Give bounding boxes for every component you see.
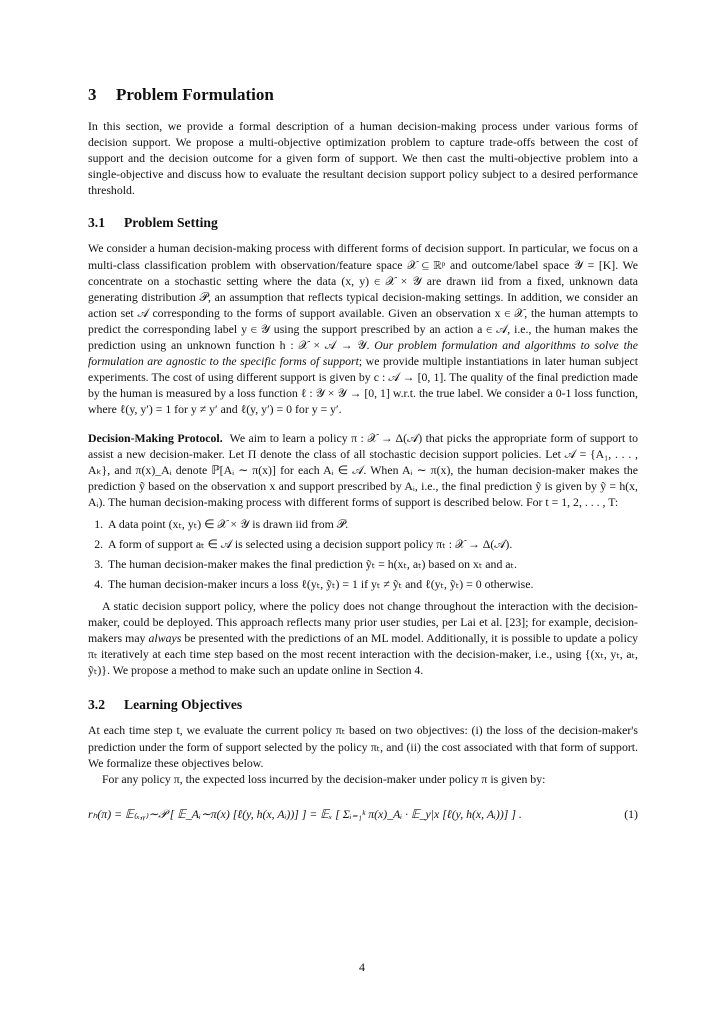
section-intro-paragraph: In this section, we provide a formal description of a human decision-making process under various forms of decision support. We propose a multi-objective optimization problem to capture trade-offs between the cost of support and the decision outcome for a given form of support. We then cast the multi-objective problem into a single-objective and discuss how to evaluate the resultant decision support policy subject to a desired performance threshold. [88, 119, 638, 198]
protocol-step: 1. A data point (xₜ, yₜ) ∈ 𝒳 × 𝒴 is drawn iid from 𝒫. [106, 514, 638, 534]
protocol-step: 2. A form of support aₜ ∈ 𝒜 is selected using a decision support policy πₜ : 𝒳 → Δ(𝒜). [106, 534, 638, 554]
section-heading [88, 84, 638, 106]
protocol-step: 3. The human decision-maker makes the final prediction ỹₜ = h(xₜ, aₜ) based on xₜ and aₜ. [106, 554, 638, 574]
section-title: Problem Formulation [116, 85, 274, 104]
equation-label: (1) [624, 806, 638, 821]
paper-page [88, 84, 638, 839]
static-policy-emphasis: always [148, 631, 182, 646]
page-number: 4 [359, 960, 365, 974]
subsection-number: 3.1 [88, 215, 105, 231]
subsection-heading-learning-objectives [88, 696, 638, 714]
problem-setting-text-end: ; we provide multiple instantiations in later human subject experiments. The cost of using different support is given by c : 𝒜 → [0, 1]. The quality of the final prediction made by the human is measured by a loss function ℓ : 𝒴 × 𝒴 → [0, 1] w.r.t. the true label. We consider a 0-1 loss function, where ℓ(y, y′) = 1 for y ≠ y′ and ℓ(y, y′) = 0 for y = y′. [88, 354, 638, 417]
equation-1 [88, 793, 638, 839]
static-policy-text: A static decision support policy, where the policy does not change throughout the interaction with the decision-maker, could be deployed. This approach reflects many prior user studies, per Lai et al. [23]; for example, decision-makers may [88, 598, 638, 646]
problem-setting-emphasis: Our problem formulation and algorithms to solve the formulation are agnostic to the specific forms of support [88, 338, 638, 369]
protocol-text: We aim to learn a policy π : 𝒳 → Δ(𝒜) that picks the appropriate form of support to assist a new decision-maker. Let Π denote the class of all stochastic decision support policies. Let 𝒜 = {A₁, . . . , Aₖ}, and π(x)_Aᵢ denote ℙ[Aᵢ ∼ π(x)] for each Aᵢ ∈ 𝒜. When Aᵢ ∼ π(x), the human decision-maker makes the prediction ỹ based on the observation x and support prescribed by Aᵢ, i.e., the final prediction ỹ is given by ỹ = h(x, Aᵢ). The human decision-making process with different forms of support is described below. For t = 1, 2, . . . , T: [88, 430, 638, 509]
protocol-step: 4. The human decision-maker incurs a loss ℓ(yₜ, ỹₜ) = 1 if yₜ ≠ ỹₜ and ℓ(yₜ, ỹₜ) = 0 otherwise. [106, 574, 638, 594]
equation-body: rₕ(π) = 𝔼₍ₓ,ᵧ₎∼𝒫 [ 𝔼_Aᵢ∼π(x) [ℓ(y, h(x, Aᵢ))] ] = 𝔼ₓ [ Σᵢ₌₁ᵏ π(x)_Aᵢ · 𝔼_y|x [ℓ(y, h(x, Aᵢ))] ] . [88, 806, 522, 821]
expected-loss-paragraph: For any policy π, the expected loss incurred by the decision-maker under policy π is given by: [102, 771, 546, 786]
subsection-heading-problem-setting [88, 214, 638, 232]
problem-setting-text: We consider a human decision-making process with different forms of decision support. In particular, we focus on a multi-class classification problem with observation/feature space 𝒳 ⊆ ℝᵖ and outcome/label space 𝒴 = [K]. We concentrate on a stochastic setting where the data (x, y) ∈ 𝒳 × 𝒴 are drawn iid from a fixed, unknown data generating distribution 𝒫, an assumption that reflects typical decision-making settings. In addition, we consider an action set 𝒜 corresponding to the forms of support available. Given an observation x ∈ 𝒳, the human attempts to predict the corresponding label y ∈ 𝒴 using the support prescribed by an action a ∈ 𝒜, i.e., the human makes the prediction using an unknown function h : 𝒳 × 𝒜 → 𝒴. [88, 241, 638, 353]
protocol-heading: Decision-Making Protocol. [88, 430, 223, 445]
protocol-paragraph [88, 430, 638, 510]
protocol-steps-list [88, 514, 638, 594]
problem-setting-paragraph [88, 240, 638, 417]
subsection-title: Learning Objectives [124, 697, 243, 713]
static-policy-text-end: be presented with the predictions of an ML model. Additionally, it is possible to update a policy πₜ iteratively at each time step based on the most recent interaction with the decision-maker, i.e., using {(xₜ, yₜ, aₜ, ỹₜ)}. We propose a method to make such an update online in Section 4. [88, 631, 638, 678]
subsection-number: 3.2 [88, 697, 105, 713]
static-policy-paragraph [88, 598, 638, 678]
subsection-title: Problem Setting [124, 215, 218, 231]
section-number: 3 [88, 85, 97, 104]
learning-objectives-paragraph: At each time step t, we evaluate the current policy πₜ based on two objectives: (i) the loss of the decision-maker's prediction under the form of support selected by the policy πₜ, and (ii) the cost associated with that form of support. We formalize these objectives below. [88, 723, 638, 770]
